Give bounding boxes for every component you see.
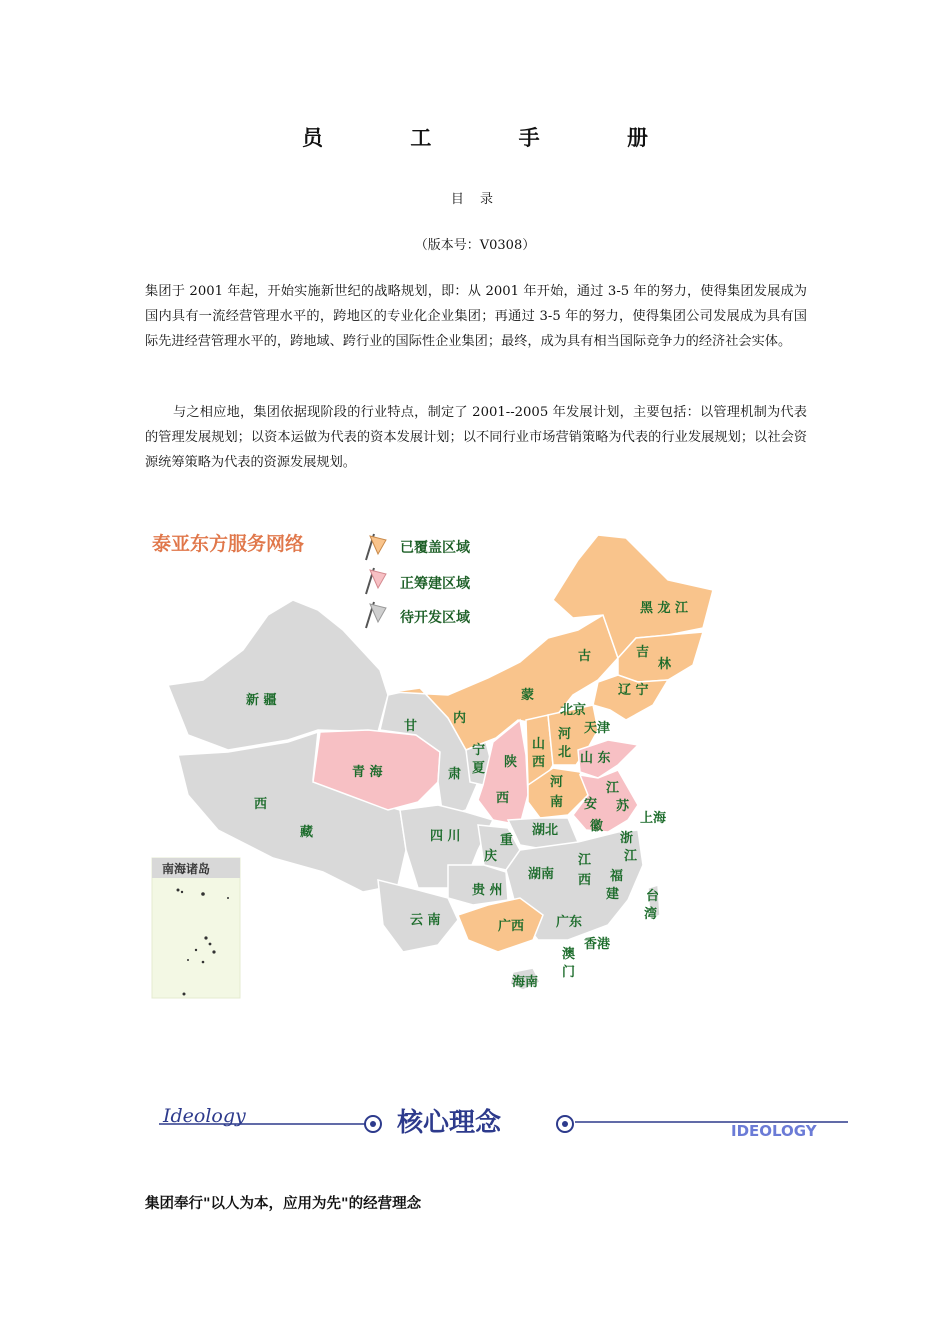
label-jilin-b: 林 [658,657,672,672]
label-jiangxi-b: 西 [578,873,592,888]
label-hongkong: 香港 [584,937,611,952]
label-macau-a: 澳 [562,947,576,962]
ideology-banner [155,1098,855,1146]
south-china-sea-inset [152,858,240,998]
label-guangdong: 广东 [556,915,583,930]
legend-flag-covered-icon [366,534,386,560]
label-beijing: 北京 [560,703,587,718]
label-jiang: 江 [606,781,620,796]
legend-flag-building-icon [366,568,386,594]
legend-flag-pending-icon [366,602,386,628]
label-xinjiang: 新 疆 [246,693,277,708]
label-hebei-b: 北 [558,745,572,760]
label-liaoning: 辽 宁 [618,683,649,698]
service-network-map [148,520,728,1000]
label-shaanxi-a: 陕 [504,755,518,770]
label-sichuan: 四 川 [430,829,461,844]
label-hunan: 湖南 [528,867,555,882]
label-jiangxi-a: 江 [578,853,592,868]
label-zhejiang-b: 江 [624,849,638,864]
banner-left-ornament-icon [365,1116,381,1132]
label-yunnan: 云 南 [410,913,441,928]
label-shanxi-a: 山 [532,737,546,752]
legend-building: 正筹建区域 [400,576,470,592]
label-tianjin: 天津 [584,721,611,736]
label-fujian-a: 福 [610,869,624,884]
label-fujian-b: 建 [606,887,620,902]
label-nei: 内 [453,711,467,726]
label-shanxi-b: 西 [532,755,546,770]
label-shandong: 山 东 [580,751,611,766]
label-chongqing-a: 重 [500,833,514,848]
label-zhejiang-a: 浙 [620,831,634,846]
label-hainan: 海南 [512,975,539,990]
label-anhui-a: 安 [584,797,598,812]
label-henan-a: 河 [550,775,564,790]
version-label: （版本号：V0308） [414,238,536,253]
map-title: 泰亚东方服务网络 [152,533,305,555]
label-anhui-b: 徽 [590,819,604,834]
label-xi: 西 [254,797,268,812]
banner-left-text: Ideology [163,1105,246,1127]
label-su: 肃 [448,767,462,782]
label-chongqing-b: 庆 [484,849,498,864]
label-qinghai: 青 海 [352,765,383,780]
label-heilongjiang: 黑 龙 江 [640,601,689,616]
label-hebei-a: 河 [558,727,572,742]
label-ningxia-a: 宁 [472,743,486,758]
label-ningxia-b: 夏 [472,761,486,776]
banner-right-ornament-icon [557,1116,573,1132]
label-hubei: 湖北 [532,823,559,838]
label-gan: 甘 [404,719,418,734]
label-su2: 苏 [616,799,630,814]
banner-right-text: IDEOLOGY [731,1122,817,1140]
label-guangxi: 广西 [498,919,525,934]
toc-label: 目 录 [450,192,500,207]
label-taiwan-a: 台 [646,889,660,904]
label-taiwan-b: 湾 [644,907,658,922]
label-shaanxi-b: 西 [496,791,510,806]
label-meng: 蒙 [521,688,535,703]
label-guizhou: 贵 州 [472,883,503,898]
paragraph-strategy: 集团于 2001 年起，开始实施新世纪的战略规划，即：从 2001 年开始，通过 3-5 年的努力，使得集团发展成为国内具有一流经营管理水平的，跨地区的专业化企业集团；再通过 3-5 年的努力，使得集团公司发展成为具有国际先进经营管理水平的，跨地域、跨行业的国际性企业集团；最终，成为具有相当国际竞争力的经济社会实体。 [145,284,807,349]
label-zang: 藏 [300,825,314,840]
paragraph-plan: 与之相应地，集团依据现阶段的行业特点，制定了 2001--2005 年发展计划，主要包括：以管理机制为代表的管理发展规划；以资本运做为代表的资本发展计划；以不同行业市场营销策略为代表的行业发展规划；以社会资源统筹策略为代表的资源发展规划。 [145,405,807,470]
label-gu: 古 [578,649,592,664]
label-henan-b: 南 [550,795,564,810]
document-title: 员 工 手 册 [302,125,688,150]
legend-pending: 待开发区域 [400,610,470,626]
label-jilin-a: 吉 [636,645,650,660]
region-xinjiang [168,600,388,750]
inset-title: 南海诸岛 [162,862,211,876]
label-macau-b: 门 [562,965,576,980]
banner-center-text: 核心理念 [397,1108,502,1138]
label-shanghai: 上海 [640,811,667,826]
legend-covered: 已覆盖区域 [400,540,470,556]
slogan: 集团奉行"以人为本，应用为先"的经营理念 [145,1196,422,1212]
map-legend [366,534,471,628]
